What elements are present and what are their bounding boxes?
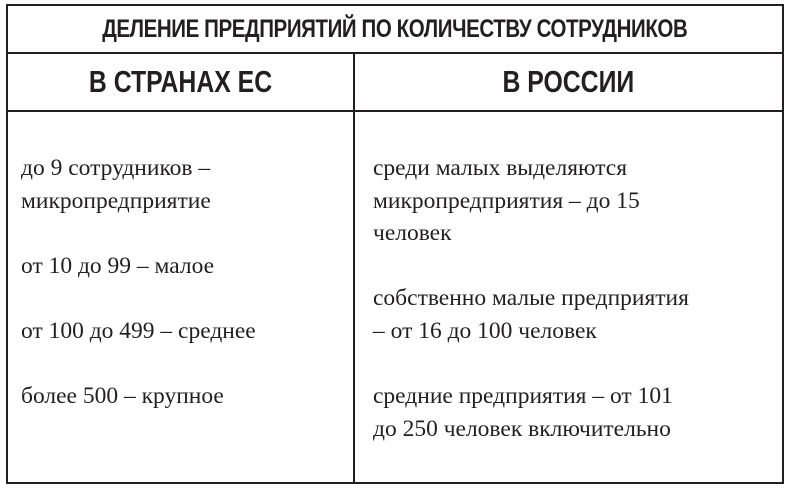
header-russia: В РОССИИ	[502, 64, 635, 99]
eu-item-small: от 10 до 99 – малое	[21, 253, 215, 279]
body-cell-russia	[355, 112, 782, 482]
table-title: ДЕЛЕНИЕ ПРЕДПРИЯТИЙ ПО КОЛИЧЕСТВУ СОТРУДНИКОВ	[102, 14, 688, 43]
eu-item-medium: от 100 до 499 – среднее	[21, 318, 256, 344]
header-cell-russia	[355, 54, 782, 110]
table-title-row	[8, 6, 782, 54]
russia-item-micro: среди малых выделяются микропредприятия – до 15 человек	[373, 155, 640, 246]
eu-item-large: более 500 – крупное	[21, 383, 224, 409]
header-eu: В СТРАНАХ ЕС	[88, 64, 273, 99]
russia-item-small: собственно малые предприятия – от 16 до 100 человек	[373, 285, 689, 344]
russia-item-medium: средние предприятия – от 101 до 250 человек включительно	[373, 383, 673, 442]
table-header-row	[8, 54, 782, 112]
body-cell-eu	[8, 112, 353, 482]
enterprise-size-table	[6, 4, 784, 484]
header-cell-eu	[8, 54, 353, 110]
eu-item-micro: до 9 сотрудников – микропредприятие	[21, 155, 211, 214]
